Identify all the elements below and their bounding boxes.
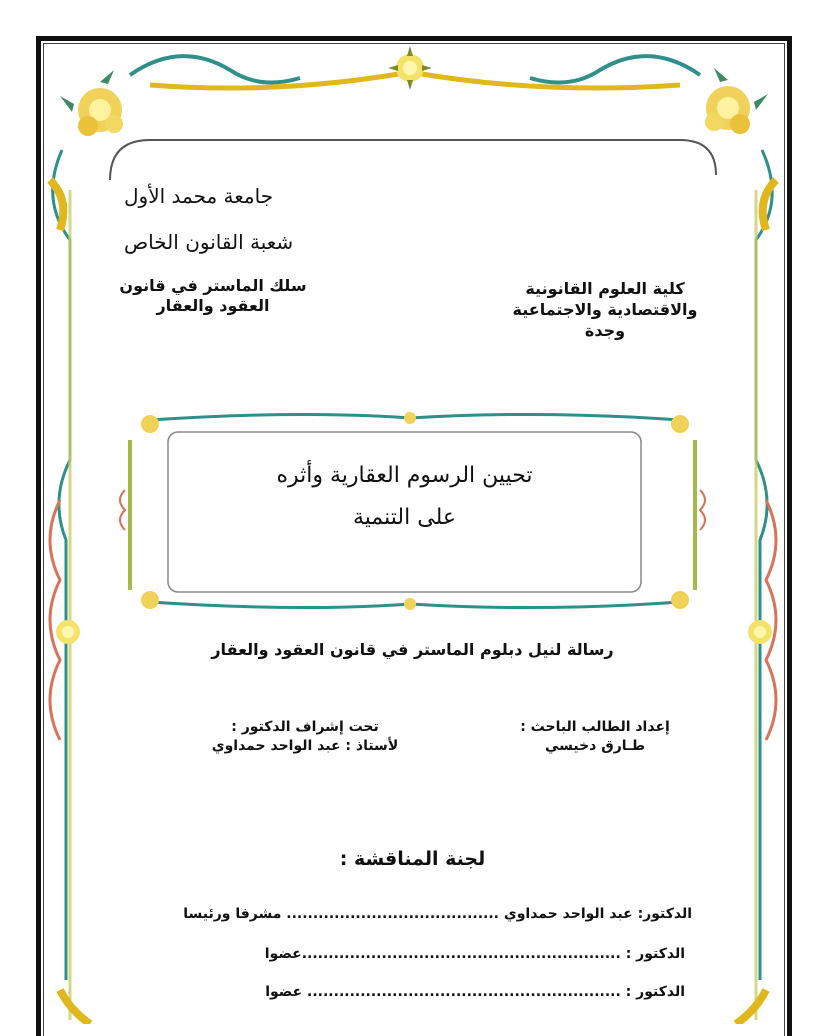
corner-flower-icon — [60, 70, 123, 136]
flower-icon — [388, 46, 432, 90]
program-line-2: العقود والعقار — [156, 296, 270, 315]
title-line-1: تحيين الرسوم العقارية وأثره — [276, 463, 533, 488]
supervisor-block — [190, 718, 420, 756]
flower-icon — [56, 620, 80, 644]
committee-member-2: الدكتور : ............................................................عضوا — [264, 946, 685, 962]
university-name: جامعة محمد الأول — [124, 184, 274, 208]
faculty-line-1: كلية العلوم القانونية — [525, 279, 685, 298]
student-name: طـارق دخيسي — [544, 737, 646, 754]
committee-heading: لجنة المناقشة : — [339, 848, 486, 870]
department-name: شعبة القانون الخاص — [124, 230, 294, 254]
student-label: إعداد الطالب الباحث : — [520, 719, 670, 735]
title-line-2: على التنمية — [353, 504, 456, 530]
program-line-1: سلك الماستر في قانون — [119, 276, 307, 295]
committee-member-3: الدكتور : ........................................................... عضوا — [265, 984, 685, 1000]
faculty-line-3: وجدة — [584, 321, 626, 341]
faculty-name — [500, 278, 710, 341]
committee-member-1: الدكتور: عبد الواحد حمداوي ........................................ مشرفا ورئيسا — [183, 906, 692, 922]
faculty-line-2: والاقتصادية والاجتماعية — [512, 300, 698, 320]
supervisor-name: لأستاذ : عبد الواحد حمداوي — [211, 737, 399, 754]
corner-flower-icon — [705, 68, 768, 134]
supervisor-label: تحت إشراف الدكتور : — [231, 719, 379, 735]
program-name — [118, 276, 308, 316]
flower-icon — [748, 620, 772, 644]
thesis-subtitle: رسالة لنيل دبلوم الماستر في قانون العقود والعقار — [211, 640, 614, 659]
thesis-title — [168, 455, 641, 539]
student-block — [495, 718, 695, 756]
